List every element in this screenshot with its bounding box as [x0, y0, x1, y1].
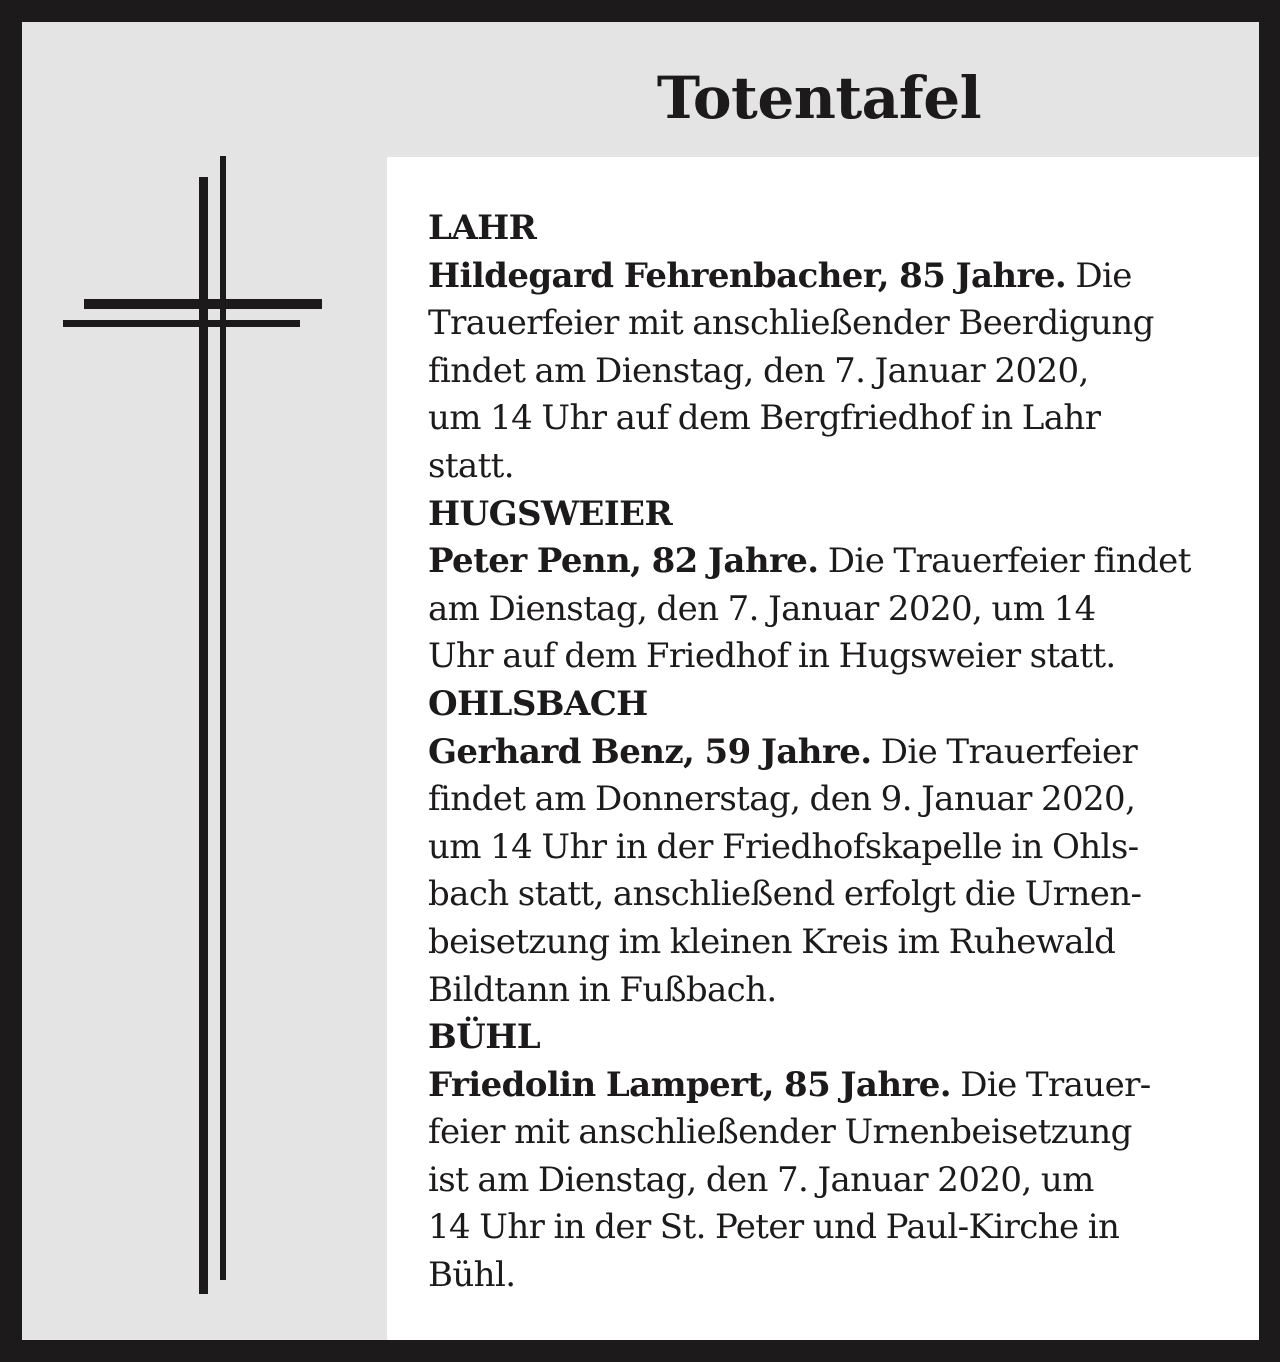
entry-name: Friedolin Lampert, 85 Jahre. [428, 1064, 952, 1105]
entry-name: Hildegard Fehrenbacher, 85 Jahre. [428, 255, 1067, 296]
entry-text: Die Trauerfeier [871, 731, 1138, 772]
entry-line: Uhr auf dem Friedhof in Hugsweier statt. [428, 636, 1116, 677]
entry-line: statt. [428, 445, 514, 486]
entry-line: Bildtann in Fußbach. [428, 969, 777, 1010]
entry-place: HUGSWEIER [428, 493, 673, 534]
entry-place: OHLSBACH [428, 683, 648, 724]
entry-line: Trauerfeier mit anschließender Beerdigung [428, 303, 1154, 344]
entry-line: beisetzung im kleinen Kreis im Ruhewald [428, 921, 1116, 962]
entry-text: Die Trauer- [951, 1064, 1151, 1105]
entry-line: feier mit anschließender Urnenbeisetzung [428, 1112, 1132, 1153]
entry-text: Die Trauerfeier findet [818, 541, 1191, 582]
entry-line: am Dienstag, den 7. Januar 2020, um 14 [428, 588, 1096, 629]
page-title: Totentafel [656, 64, 982, 132]
cross-horizontal-upper [84, 299, 322, 309]
entry-place: LAHR [428, 208, 537, 248]
cross-vertical-left [199, 177, 208, 1294]
entry-line: um 14 Uhr auf dem Bergfriedhof in Lahr [428, 398, 1101, 439]
entry-text: Die [1066, 255, 1132, 296]
entry-line [428, 729, 1246, 777]
obituary-panel [387, 157, 1259, 1340]
obituary-list [428, 205, 1246, 1300]
entry-name: Peter Penn, 82 Jahre. [428, 541, 819, 582]
entry-line [428, 1062, 1246, 1110]
entry-line: Bühl. [428, 1255, 516, 1296]
cross-icon [22, 22, 387, 1340]
entry-line: 14 Uhr in der St. Peter und Paul-Kirche in [428, 1207, 1120, 1248]
obituary-entry-lahr [428, 205, 1246, 491]
entry-line: findet am Donnerstag, den 9. Januar 2020, [428, 779, 1136, 820]
entry-line: um 14 Uhr in der Friedhofskapelle in Ohls- [428, 826, 1139, 867]
entry-name: Gerhard Benz, 59 Jahre. [428, 731, 872, 772]
obituary-board [22, 22, 1259, 1340]
cross-horizontal-lower [63, 320, 300, 327]
entry-line: findet am Dienstag, den 7. Januar 2020, [428, 350, 1089, 391]
obituary-entry-ohlsbach [428, 681, 1246, 1014]
entry-line: ist am Dienstag, den 7. Januar 2020, um [428, 1159, 1094, 1200]
entry-place: BÜHL [428, 1017, 541, 1058]
obituary-entry-buehl [428, 1014, 1246, 1300]
obituary-entry-hugsweier [428, 491, 1246, 681]
entry-line [428, 253, 1246, 301]
entry-line: bach statt, anschließend erfolgt die Urnen- [428, 874, 1142, 915]
entry-line [428, 538, 1246, 586]
